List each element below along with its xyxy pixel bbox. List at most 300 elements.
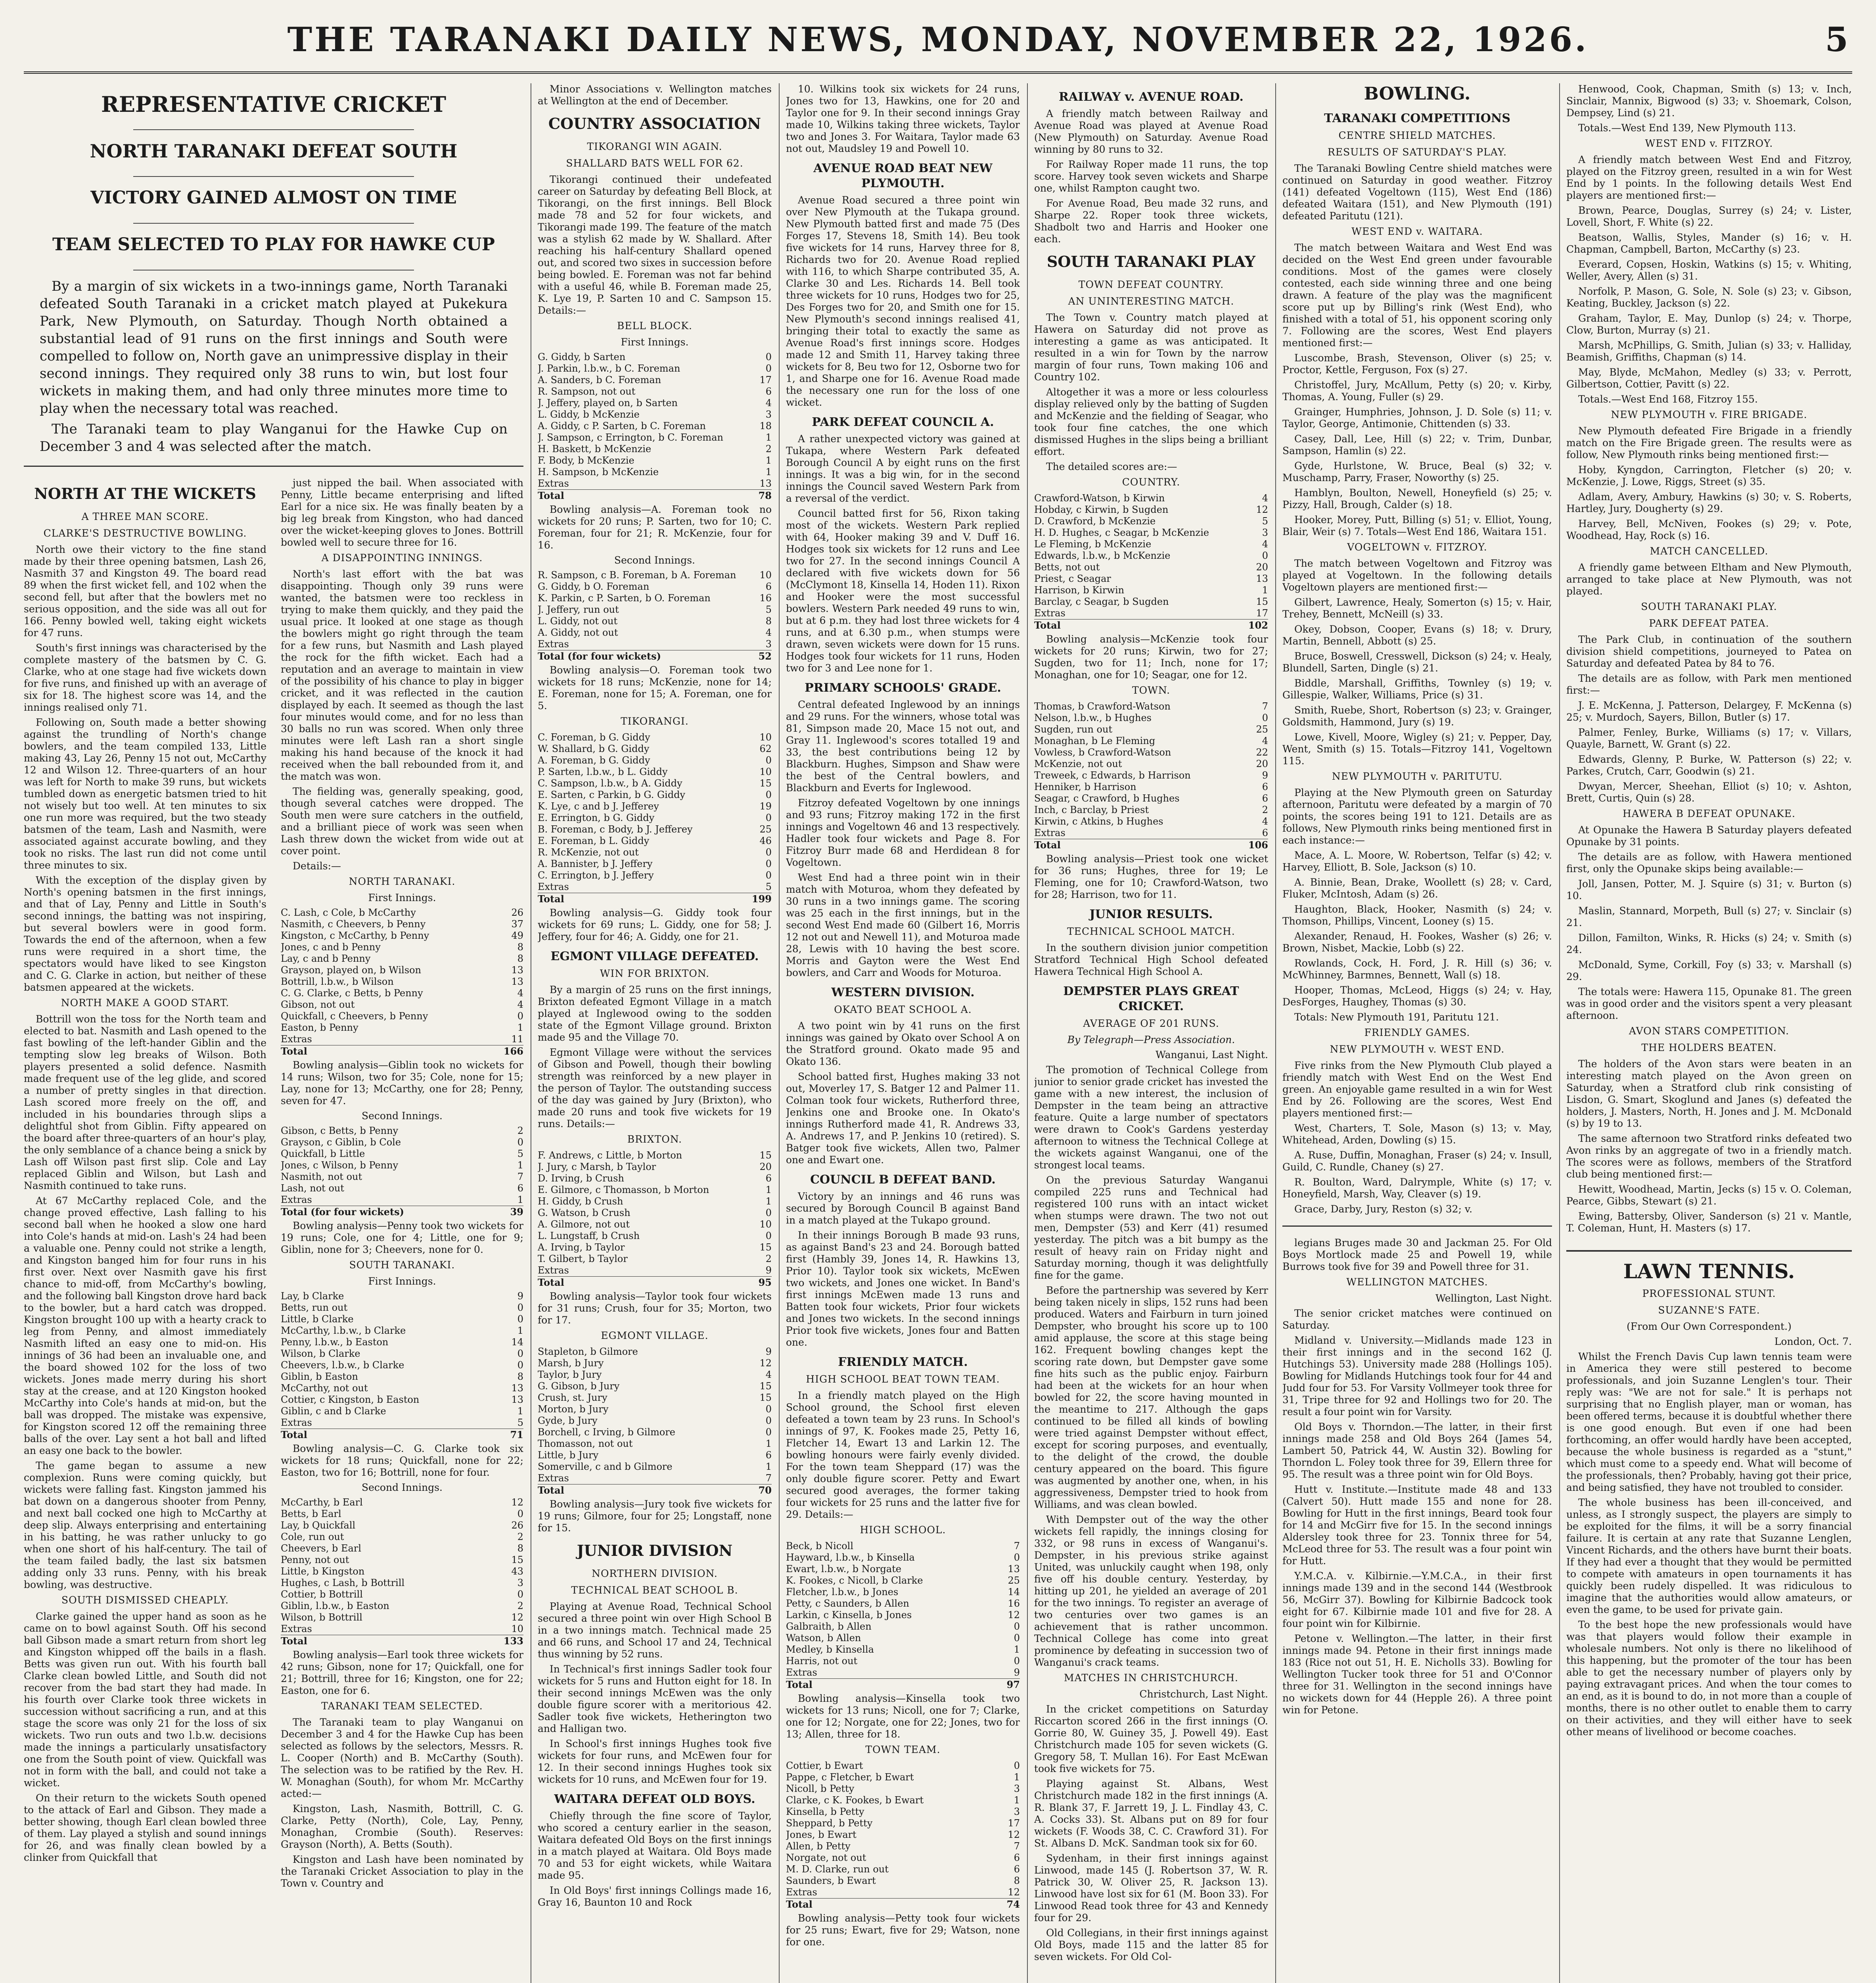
scorecard-row xyxy=(538,789,772,801)
batsman: Extras xyxy=(538,881,569,892)
lead-headline: REPRESENTATIVE CRICKET xyxy=(101,92,446,117)
batsman: E. Errington, b G. Giddy xyxy=(538,812,655,823)
paragraph: Graham, Taylor, E. May, Dunlop (s) 24; v. Thorpe, Clow, Burton, Murray (s) 21. xyxy=(1566,313,1852,336)
scorecard-row xyxy=(538,778,772,789)
batsman: Gyde, b Jury xyxy=(538,1415,598,1426)
runs: 7 xyxy=(1014,1841,1020,1852)
subheading: WEST END v. FITZROY. xyxy=(1645,138,1773,149)
scorecard-row xyxy=(281,1325,523,1337)
scorecard-row xyxy=(786,1772,1020,1783)
batsman: Vowless, b Crawford-Watson xyxy=(1034,747,1171,758)
scorecard-heading: TOWN. xyxy=(1132,685,1171,696)
batsman: Lay, b Clarke xyxy=(281,1291,344,1302)
batsman: H. Sampson, b McKenzie xyxy=(538,466,659,478)
runs: 13 xyxy=(759,478,772,489)
batsman: Borchell, c Irving, b Gilmore xyxy=(538,1427,676,1438)
paragraph: The details are as follow, with Hawera mentioned first, only the Opunake skips being available:— xyxy=(1566,851,1852,875)
masthead xyxy=(24,16,1852,74)
paragraph: Sydenham, in their first innings against Linwood, made 145 (J. Robertson 37, W. R. Patrick 30, W. Oliver 25, R. Jackson 13). Linwood have lost six for 61 (M. Boon 33). For Linwood Read took three for 43 and Kennedy four for 29. xyxy=(1034,1853,1268,1924)
batsman: Cottier, c Kingston, b Easton xyxy=(281,1394,420,1405)
paragraph: Luscombe, Brash, Stevenson, Oliver (s) 25; v. Proctor, Kettle, Ferguson, Fox (s) 27. xyxy=(1282,352,1552,376)
scorecard-row xyxy=(1034,493,1268,504)
scorecard-heading: NORTH TARANAKI. xyxy=(349,876,456,887)
runs: 5 xyxy=(765,604,772,615)
batsman: B. Foreman, c Body, b J. Jefferey xyxy=(538,824,693,835)
scorecard-row xyxy=(538,1173,772,1184)
paragraph: Haughton, Black, Hooker, Nasmith (s) 24; v. Thomson, Phillips, Vincent, Looney (s) 15. xyxy=(1282,903,1552,927)
runs: 1 xyxy=(517,1325,523,1336)
total-runs: 97 xyxy=(1006,1679,1020,1690)
scorecard-row xyxy=(281,1394,523,1406)
total-runs: 39 xyxy=(510,1206,523,1218)
runs: 8 xyxy=(517,1371,523,1382)
subheading: NORTHERN DIVISION. xyxy=(592,1568,718,1579)
scorecard xyxy=(538,732,772,905)
scorecard-row xyxy=(281,999,523,1011)
column-5 xyxy=(1034,83,1268,1983)
runs: 1 xyxy=(765,1461,772,1472)
scorecard-total xyxy=(538,489,772,501)
scorecard-total xyxy=(538,1484,772,1496)
runs: 37 xyxy=(511,919,523,930)
scorecard-row xyxy=(538,616,772,627)
runs: 15 xyxy=(1256,596,1268,607)
runs: 10 xyxy=(759,732,772,743)
paragraph: Smith, Ruebe, Short, Robertson (s) 23; v. Grainger, Goldsmith, Hammond, Jury (s) 19. xyxy=(1282,704,1552,728)
paragraph: Hooper, Thomas, McLeod, Higgs (s) 24; v. Hay, DesForges, Haughey, Thomas (s) 30. xyxy=(1282,984,1552,1008)
article-headline: RAILWAY v. AVENUE ROAD. xyxy=(1059,90,1244,104)
batsman: Hayward, l.b.w., b Kinsella xyxy=(786,1552,915,1563)
runs: 3 xyxy=(517,1577,523,1588)
batsman: Barclay, c Seagar, b Sugden xyxy=(1034,596,1169,607)
scorecard-row xyxy=(786,1644,1020,1655)
scorecard xyxy=(281,1125,523,1218)
total-runs: 133 xyxy=(503,1635,523,1647)
batsman: Nasmith, c Cheevers, b Penny xyxy=(281,919,426,930)
runs: 0 xyxy=(1014,1621,1020,1632)
subcolumn-1b xyxy=(281,477,523,1893)
batsman: C. Foreman, b G. Giddy xyxy=(538,732,650,743)
runs: 15 xyxy=(759,1381,772,1392)
scorecard-row xyxy=(281,1612,523,1623)
runs: 1 xyxy=(1014,1772,1020,1783)
runs: 46 xyxy=(759,835,772,846)
batsman: Taylor, b Jury xyxy=(538,1369,602,1380)
paragraph: North's last effort with the bat was disappointing. Though only 39 runs were wanted, the batsmen were too reckless in trying to make them quickly, and they paid the usual price. It looked at one stage as though the bowlers might go right through the team for a few runs, but Nasmith and Lash played the rock for the fifth wicket. Each had a reputation and an average to maintain in view of the possibility of his chance to play in bigger cricket, and it was reflected in the caution displayed by each. It seemed as though the last four minutes would come, and for no less than 30 balls no run was scored. When only three minutes were left Lash ran a short single making his hand because of the knock it had received when the ball rebounded from it, and the match was won. xyxy=(281,568,523,782)
scorecard-total xyxy=(1034,839,1268,851)
scorecard-row xyxy=(281,1137,523,1148)
batsman: A. Giddy, c P. Sarten, b C. Foreman xyxy=(538,420,706,432)
batsman: E. Foreman, b L. Giddy xyxy=(538,835,650,846)
article-headline: TARANAKI COMPETITIONS xyxy=(1324,111,1510,125)
batsman: Ewart, l.b.w., b Norgate xyxy=(786,1563,902,1575)
runs: 8 xyxy=(517,942,523,953)
batsman: H. Giddy, b Crush xyxy=(538,1196,623,1207)
scorecard-row xyxy=(538,593,772,604)
paragraph: Hooker, Morey, Putt, Billing (s) 51; v. Elliot, Young, Blair, Weir (s) 7. Totals—West End 186, Waitara 151. xyxy=(1282,514,1552,537)
batsman: Quickfall, c Cheevers, b Penny xyxy=(281,1011,428,1022)
batsman: Extras xyxy=(1034,608,1065,619)
subheading: THE HOLDERS BEATEN. xyxy=(1641,1042,1777,1053)
batsman: Giblin, b Easton xyxy=(281,1371,358,1382)
runs: 3 xyxy=(1014,1806,1020,1817)
divider xyxy=(133,223,414,224)
scorecard-row xyxy=(281,953,523,965)
scorecard-row xyxy=(281,930,523,942)
paragraph: With the exception of the display given by North's opening batsmen in the first innings, and that of Lay, Penny and Little in South's second innings, the batting was not inspiring, but several bowlers were in good form. Towards the end of the afternoon, when a few runs were required in a short time, the spectators would have liked to see Kingston and C. G. Clarke in action, but neither of these batsmen appeared at the wickets. xyxy=(24,875,266,993)
runs: 26 xyxy=(511,1520,523,1531)
runs: 10 xyxy=(759,766,772,777)
paragraph: Totals: New Plymouth 191, Paritutu 121. xyxy=(1294,1011,1499,1023)
batsman: Norgate, not out xyxy=(786,1852,866,1863)
scorecard-row xyxy=(786,1667,1020,1678)
paragraph: Whilst the French Davis Cup lawn tennis team were in America they were still pestered to become professionals, and join Suzanne Lenglen's tour. Their reply was: "We are not for sale." It is perhaps not surprising that no English player, man or woman, has been offered terms, because it is doubtful whether there is one good enough. But even if one had been forthcoming, an offer would hardly have been accepted, because the whole business is regarded as a "stunt," which must come to a speedy end. What will become of the professionals, then? Probably, having got their price, and being satisfied, they have not troubled to consider. xyxy=(1566,1351,1852,1493)
paragraph: Biddle, Marshall, Griffiths, Townley (s) 19; v. Gillespie, Walker, Williams, Price (s) 31. xyxy=(1282,677,1552,701)
scorecard-row xyxy=(786,1783,1020,1795)
scorecard-row xyxy=(786,1632,1020,1644)
subheading: SUZANNE'S FATE. xyxy=(1658,1304,1760,1316)
runs: 10 xyxy=(759,570,772,581)
paragraph: Beatson, Wallis, Styles, Mander (s) 16; v. H. Chapman, Campbell, Barton, McCarthy (s) 23. xyxy=(1566,232,1852,255)
paragraph: Clarke gained the upper hand as soon as he came on to bowl against South. Off his second ball Gibson made a smart return from short leg and Kingston whipped off the bails in a flash. Betts was given run out. With his fourth ball Clarke clean bowled Little, and South did not recover from the bad start they had made. In his fourth over Clarke took three wickets in succession without sacrificing a run, and at this stage the score was only 21 for the loss of six wickets. Two run outs and two l.b.w. decisions made the innings a particularly unsatisfactory one from the South point of view. Quickfall was not in form with the ball, and could not take a wicket. xyxy=(24,1611,266,1789)
paragraph: Dwyan, Mercer, Sheehan, Elliot (s) 10; v. Ashton, Brett, Curtis, Quin (s) 28. xyxy=(1566,781,1852,804)
runs: 0 xyxy=(517,1508,523,1519)
batsman: J. Jeffery, played on, b Sarten xyxy=(538,397,678,408)
batsman: T. Gilbert, b Taylor xyxy=(538,1253,628,1264)
paragraph: Christoffel, Jury, McAllum, Petty (s) 20; v. Kirby, Thomas, A. Young, Fuller (s) 29. xyxy=(1282,379,1552,403)
batsman: J. Parkin, l.b.w., b C. Foreman xyxy=(538,363,680,374)
batsman: Treweek, c Edwards, b Harrison xyxy=(1034,770,1191,781)
paragraph: Lowe, Kivell, Moore, Wigley (s) 21; v. Pepper, Day, Went, Smith (s) 15. Totals—Fitzroy 141, Vogeltown 115. xyxy=(1282,731,1552,767)
paragraph: McDonald, Syme, Corkill, Foy (s) 33; v. Marshall (s) 29. xyxy=(1566,959,1852,982)
paragraph: R. Boulton, Ward, Dalrymple, White (s) 17; v. Honeyfield, Marsh, Way, Cleaver (s) 19. xyxy=(1282,1176,1552,1200)
scorecard-row xyxy=(281,1314,523,1325)
runs: 0 xyxy=(517,1302,523,1313)
batsman: Jones, b Ewart xyxy=(786,1829,857,1840)
runs: 17 xyxy=(759,374,772,385)
subheading: TIKORANGI WIN AGAIN. xyxy=(587,141,722,152)
runs: 0 xyxy=(1014,1632,1020,1644)
batsman: A. Sanders, b C. Foreman xyxy=(538,374,661,385)
runs: 15 xyxy=(759,1392,772,1403)
runs: 19 xyxy=(759,801,772,812)
batsman: H. Baskett, b McKenzie xyxy=(538,443,652,455)
bowling-analysis: Bowling analysis—Priest took one wicket for 36 runs; Hughes, three for 19; Le Fleming, one for 10; Crawford-Watson, two for 28; Harrison, two for 11. xyxy=(1034,853,1268,900)
batsman: Lay, b Quickfall xyxy=(281,1520,356,1531)
paragraph: Bottrill won the toss for the North team and elected to bat. Nasmith and Lash opened to the fast bowling of the left-hander Giblin and the tempting slow leg breaks of Wilson. Both players presented a solid defence. Nasmith made frequent use of the leg glide, and scored a number of pretty singles in that direction. Lash scored more freely on the off, and included in his boundaries through slips a delightful shot from Giblin. Fifty appeared on the board after three-quarters of an hour's play, the only semblance of a chance being a snick by Lash off Wilson past first slip. Cole and Lay replaced Giblin and Wilson, but Lash and Nasmith continued to take runs. xyxy=(24,1013,266,1191)
paragraph: Okey, Dobson, Cooper, Evans (s) 18; v. Drury, Martin, Bennell, Abbott (s) 25. xyxy=(1282,623,1552,647)
runs: 14 xyxy=(1008,1586,1020,1598)
batsman: Kinsella, b Petty xyxy=(786,1806,864,1817)
batsman: Lay, c and b Penny xyxy=(281,953,371,964)
paragraph: legians Bruges made 30 and Jackman 25. For Old Boys Mortlock made 25 and Powell 19, while Burrows took five for 39 and Powell three for 31. xyxy=(1282,1237,1552,1272)
batsman: C. Lash, c Cole, b McCarthy xyxy=(281,907,416,918)
subheading: VOGELTOWN v. FITZROY. xyxy=(1347,541,1487,553)
scorecard xyxy=(786,1760,1020,1910)
scorecard-row xyxy=(1034,712,1268,724)
subheading: CLARKE'S DESTRUCTIVE BOWLING. xyxy=(43,527,247,539)
divider xyxy=(1282,1225,1552,1227)
scorecard-row xyxy=(281,1337,523,1348)
scorecard xyxy=(281,907,523,1057)
subheading: SHALLARD BATS WELL FOR 62. xyxy=(566,157,744,169)
total-runs: 74 xyxy=(1006,1899,1020,1910)
runs: 1 xyxy=(765,466,772,478)
scorecard-row xyxy=(1034,804,1268,816)
paragraph: North owe their victory to the fine stand made by their three opening batsmen, Lash 26, Nasmith 37 and Kingston 49. The board read 89 when the first wicket fell, and 102 when the second fell, but after that the bowlers met no serious opposition, and the side was all out for 166. Penny bowled well, taking eight wickets for 47 runs. xyxy=(24,544,266,639)
scorecard-row xyxy=(281,1371,523,1383)
runs: 7 xyxy=(765,1473,772,1484)
scorecard-row xyxy=(786,1818,1020,1829)
subheading: AN UNINTERESTING MATCH. xyxy=(1068,295,1234,307)
batsman: Watson, b Allen xyxy=(786,1632,861,1644)
scorecard-row xyxy=(538,1242,772,1253)
scorecard-row xyxy=(786,1609,1020,1621)
batsman: Extras xyxy=(538,1473,569,1484)
runs: 9 xyxy=(1262,770,1268,781)
column-6 xyxy=(1282,83,1552,1983)
dateline: Wellington, Last Night. xyxy=(1435,1293,1552,1304)
subheading: HIGH SCHOOL BEAT TOWN TEAM. xyxy=(806,1373,1000,1385)
scorecard-row xyxy=(1034,735,1268,747)
batsman: Priest, c Seagar xyxy=(1034,573,1111,584)
paragraph: A. Ruse, Duffin, Monaghan, Fraser (s) 24; v. Insull, Guild, C. Rundle, Chaney (s) 27. xyxy=(1282,1149,1552,1173)
scorecard-heading: TIKORANGI. xyxy=(621,715,689,727)
scorecard-row xyxy=(786,1598,1020,1609)
batsman: D. Crawford, b McKenzie xyxy=(1034,516,1156,527)
batsman: A. Gilmore, not out xyxy=(538,1219,630,1230)
scorecard-row xyxy=(1034,781,1268,793)
lead-paragraph: By a margin of six wickets in a two-innings game, North Taranaki defeated South Taranaki in a cricket match played at Pukekura Park, New Plymouth, on Saturday. Though North obtained a substantial lead of 91 runs on the first innings and South were compelled to follow on, North gave an unimpressive display in their second innings. They required only 38 runs to win, but lost four wickets in making them, and had only three minutes more time to play when the necessary total was reached. xyxy=(40,278,508,416)
scorecard-row xyxy=(786,1806,1020,1818)
batsman: Extras xyxy=(281,1417,312,1428)
total-label: Total xyxy=(281,1429,307,1440)
scorecard-row xyxy=(281,1171,523,1183)
runs: 0 xyxy=(1262,712,1268,723)
paragraph: The game began to assume a new complexion. Runs were coming quickly, but wickets were falling fast. Kingston jammed his bat down on a dangerous shooter from Penny, and next ball cocked one high to McCarthy at deep slip. Always enterprising and entertaining in his batting, he was rather unlucky to go when one short of his half-century. The tail of the team failed badly, the last six batsmen adding only 33 runs. Penny, with his break bowling, was destructive. xyxy=(24,1460,266,1590)
column-4 xyxy=(786,83,1020,1983)
batsman: Sheppard, b Petty xyxy=(786,1818,873,1829)
runs: 6 xyxy=(765,386,772,397)
runs: 20 xyxy=(1256,562,1268,573)
scorecard-row xyxy=(538,1346,772,1358)
lead-deck-2: TEAM SELECTED TO PLAY FOR HAWKE CUP xyxy=(52,234,495,255)
batsman: Hobday, c Kirwin, b Sugden xyxy=(1034,504,1169,515)
scorecard-row xyxy=(1034,816,1268,827)
batsman: K. Parkin, c P. Sarten, b O. Foreman xyxy=(538,593,711,604)
byline: (From Our Own Correspondent.) xyxy=(1627,1321,1792,1332)
batsman: Betts, b Earl xyxy=(281,1508,341,1519)
subheading: HAWERA B DEFEAT OPUNAKE. xyxy=(1623,808,1796,819)
scorecard-heading: BRIXTON. xyxy=(627,1133,682,1145)
runs: 2 xyxy=(1262,804,1268,815)
runs: 6 xyxy=(765,1450,772,1461)
paragraph: For Railway Roper made 11 runs, the top score. Harvey took seven wickets and Sharpe one, whilst Rampton caught two. xyxy=(1034,159,1268,194)
batsman: Morton, b Jury xyxy=(538,1404,609,1415)
runs: 12 xyxy=(511,1497,523,1508)
scorecard-total xyxy=(1034,619,1268,631)
runs: 6 xyxy=(765,581,772,592)
scorecard-total xyxy=(786,1898,1020,1910)
subheading: TARANAKI TEAM SELECTED. xyxy=(321,1700,483,1712)
scorecard-row xyxy=(1034,770,1268,781)
scorecard-row xyxy=(786,1540,1020,1552)
paragraph: School batted first, Hughes making 33 not out, Moverley 17, S. Batger 12 and Palmer 11. Colman took four wickets, Rutherford three, Jenkins one and Brooke one. In Okato's innings Rutherford made 41, R. Andrews 33, A. Andrews 17, and P. Jenkins 10 (retired). S. Batger took five wickets, Allen two, Palmer one and Ewart one. xyxy=(786,1071,1020,1166)
runs: 0 xyxy=(765,858,772,869)
subheading: NEW PLYMOUTH v. PARITUTU. xyxy=(1332,771,1503,782)
subheading: TECHNICAL BEAT SCHOOL B. xyxy=(571,1584,738,1596)
batsman: Nicoll, b Petty xyxy=(786,1783,855,1794)
scorecard-heading: EGMONT VILLAGE. xyxy=(601,1330,709,1341)
scorecard-row xyxy=(538,581,772,593)
runs: 13 xyxy=(511,976,523,987)
runs: 4 xyxy=(765,397,772,408)
scorecard-row xyxy=(538,374,772,386)
divider xyxy=(24,466,523,467)
runs: 5 xyxy=(517,1148,523,1159)
batsman: L. Lungstaff, b Crush xyxy=(538,1230,640,1241)
batsman: R. Sampson, not out xyxy=(538,386,636,397)
byline: By Telegraph—Press Association. xyxy=(1067,1034,1235,1045)
total-label: Total xyxy=(538,490,564,501)
paragraph: On the previous Saturday Wanganui compiled 225 runs and Technical had registered 100 runs with an intact wicket when stumps were drawn. The two not out men, Dempster (53) and Kerr (41) resumed yesterday. The pitch was a bit bumpy as the result of heavy rain on Friday night and Saturday morning, though it was delightfully fine for the game. xyxy=(1034,1174,1268,1281)
batsman: Harrison, b Kirwin xyxy=(1034,585,1125,596)
paragraph: Everard, Copsen, Hoskin, Watkins (s) 15; v. Whiting, Weller, Avery, Allen (s) 31. xyxy=(1566,259,1852,282)
runs: 0 xyxy=(765,870,772,881)
runs: 0 xyxy=(765,847,772,858)
scorecard-row xyxy=(281,976,523,988)
scorecard xyxy=(1034,701,1268,851)
scorecard-total xyxy=(538,893,772,905)
runs: 49 xyxy=(511,930,523,941)
runs: 10 xyxy=(511,1623,523,1634)
scorecard-row xyxy=(281,907,523,919)
innings-label: Second Innings. xyxy=(362,1110,443,1122)
paragraph: West End had a three point win in their match with Moturoa, whom they defeated by 30 runs in a two innings game. The scoring was 25 each in the first innings, but in the second West End made 60 (Gilbert 16, Morris 12 not out and Newell 11), and Moturoa made 28, Lewis with 10 having the best score. Morris and Gayton were the West End bowlers, and Carr and Woods for Moturoa. xyxy=(786,872,1020,978)
scorecard-total xyxy=(281,1206,523,1218)
paragraph: Ewing, Battersby, Oliver, Sanderson (s) 21 v. Mantle, T. Coleman, Hunt, H. Masters (s) 17. xyxy=(1566,1210,1852,1234)
runs: 1 xyxy=(765,1196,772,1207)
scorecard-row xyxy=(281,1160,523,1171)
subheading: WELLINGTON MATCHES. xyxy=(1346,1276,1488,1288)
batsman: Thomas, b Crawford-Watson xyxy=(1034,701,1171,712)
scorecard xyxy=(1034,493,1268,631)
runs: 0 xyxy=(765,1230,772,1241)
bowling-analysis: Bowling analysis—McKenzie took four wickets for 20 runs; Kirwin, two for 27; Sugden, two for 11; Inch, none for 17; Monaghan, one for 10; Seagar, one for 12. xyxy=(1034,633,1268,681)
batsman: Extras xyxy=(786,1887,817,1898)
scorecard-row xyxy=(281,1531,523,1543)
batsman: W. Shallard, b G. Giddy xyxy=(538,743,650,754)
scorecard-row xyxy=(281,1348,523,1360)
runs: 15 xyxy=(759,1242,772,1253)
runs: 8 xyxy=(517,1543,523,1554)
scorecard-total xyxy=(786,1678,1020,1690)
batsman: Extras xyxy=(538,478,569,489)
runs: 0 xyxy=(765,351,772,362)
paragraph: South's first innings was characterised by the complete mastery of the batsmen by C. G. Clarke, who at one stage had five wickets down for five runs, and finished up with an average of six for 18. The highest score was 14, and the innings realised only 71. xyxy=(24,642,266,713)
runs: 20 xyxy=(759,1161,772,1172)
scorecard-row xyxy=(1034,516,1268,527)
scorecard-row xyxy=(786,1760,1020,1772)
runs: 26 xyxy=(511,907,523,918)
runs: 16 xyxy=(1008,1598,1020,1609)
column-7 xyxy=(1566,83,1852,1983)
column-rule xyxy=(1559,83,1560,1983)
paragraph: Edwards, Glenny, P. Burke, W. Patterson (s) 22; v. Parkes, Crutch, Carr, Goodwin (s) 21. xyxy=(1566,754,1852,777)
paragraph: In School's first innings Hughes took five wickets for four runs, and McEwen four for 12. In their second innings Hughes took six wickets for 10 runs, and McEwen four for 19. xyxy=(538,1738,772,1785)
subcolumn-1a xyxy=(24,477,266,1893)
innings-label: First Innings. xyxy=(621,336,689,348)
lead-subheadline: NORTH TARANAKI DEFEAT SOUTH xyxy=(90,140,458,162)
paragraph: Casey, Dall, Lee, Hill (s) 22; v. Trim, Dunbar, Sampson, Hamlin (s) 22. xyxy=(1282,433,1552,456)
paragraph: Joll, Jansen, Potter, M. J. Squire (s) 31; v. Burton (s) 10. xyxy=(1566,878,1852,901)
batsman: C. G. Clarke, c Betts, b Penny xyxy=(281,988,423,999)
paragraph: Chiefly through the fine score of Taylor, who scored a century earlier in the season, Waitara defeated Old Boys on the first innings in a match played at Waitara. Old Boys made 70 and 53 for eight wickets, while Waitara made 95. xyxy=(538,1810,772,1881)
scorecard-row xyxy=(1034,573,1268,585)
paragraph: Playing at the New Plymouth green on Saturday afternoon, Paritutu were defeated by a margin of 70 points, the scores being 191 to 121. Details are as follows, New Plymouth rinks being mentioned first in each instance:— xyxy=(1282,787,1552,846)
paragraph: The Town v. Country match played at Hawera on Saturday did not prove as interesting a game as was anticipated. It resulted in a win for Town by the narrow margin of four runs, Town making 106 and Country 102. xyxy=(1034,312,1268,383)
bowling-analysis: Bowling analysis—O. Foreman took two wickets for 18 runs; McKenzie, none for 14; E. Foreman, none for 15; A. Foreman, one for 5. xyxy=(538,664,772,712)
scorecard-row xyxy=(538,1358,772,1369)
innings-label: Second Innings. xyxy=(362,1482,443,1493)
scorecard-row xyxy=(1034,827,1268,839)
batsman: Penny, l.b.w., b Easton xyxy=(281,1337,389,1348)
batsman: Seagar, c Crawford, b Hughes xyxy=(1034,793,1180,804)
scorecard-total xyxy=(538,650,772,662)
scorecard-row xyxy=(786,1829,1020,1841)
runs: 0 xyxy=(765,1404,772,1415)
runs: 9 xyxy=(1014,1667,1020,1678)
total-label: Total xyxy=(1034,619,1061,631)
paragraph: West, Charters, T. Sole, Mason (s) 13; v. May, Whitehead, Arden, Dowling (s) 15. xyxy=(1282,1122,1552,1146)
batsman: J. Jury, c Marsh, b Taylor xyxy=(538,1161,656,1172)
scorecard-row xyxy=(281,1011,523,1022)
batsman: Betts, run out xyxy=(281,1302,348,1313)
batsman: Cole, run out xyxy=(281,1531,344,1542)
runs: 1 xyxy=(765,1438,772,1449)
batsman: Pappe, c Fletcher, b Ewart xyxy=(786,1772,914,1783)
subheading: MATCH CANCELLED. xyxy=(1650,545,1769,557)
runs: 4 xyxy=(765,627,772,638)
article-headline: FRIENDLY MATCH. xyxy=(838,1355,968,1369)
batsman: G. Giddy, b Sarten xyxy=(538,351,626,362)
batsman: G. Watson, b Crush xyxy=(538,1207,630,1218)
paragraph: The same afternoon two Stratford rinks defeated two Avon rinks by an aggregate of two in a friendly match. The scores were as follows, members of the Stratford club being mentioned first:— xyxy=(1566,1133,1852,1180)
batsman: Extras xyxy=(786,1667,817,1678)
lead-paragraph: The Taranaki team to play Wanganui for the Hawke Cup on December 3 and 4 was selected after the match. xyxy=(40,421,508,455)
paragraph: A rather unexpected victory was gained at Tukapa, where Western Park defeated Borough Council A by eight runs on the first innings. It was a big win, for in the second innings the Council saved Western Park from a reversal of the verdict. xyxy=(786,433,1020,504)
paragraph: Dillon, Familton, Winks, R. Hicks (s) 24; v. Smith (s) 24. xyxy=(1566,932,1852,955)
batsman: P. Sarten, l.b.w., b L. Giddy xyxy=(538,766,668,777)
batsman: Kirwin, c Atkins, b Hughes xyxy=(1034,816,1163,827)
scorecard-row xyxy=(538,1415,772,1427)
batsman: Stapleton, b Gilmore xyxy=(538,1346,638,1357)
batsman: Penny, not out xyxy=(281,1554,349,1565)
scorecard-row xyxy=(538,1427,772,1438)
scorecard-row xyxy=(786,1887,1020,1898)
batsman: Little, b Jury xyxy=(538,1450,599,1461)
batsman: Bottrill, l.b.w., b Wilson xyxy=(281,976,394,987)
batsman: Fletcher, l.b.w., b Jones xyxy=(786,1586,899,1598)
scorecard-row xyxy=(538,824,772,835)
scorecard-row xyxy=(538,1461,772,1473)
subheading: PARK DEFEAT PATEA. xyxy=(1649,618,1769,629)
scorecard-row xyxy=(281,1034,523,1045)
batsman: Henniker, b Harrison xyxy=(1034,781,1136,792)
runs: 6 xyxy=(1262,781,1268,792)
paragraph: The detailed scores are:— xyxy=(1046,461,1177,472)
batsman: A. Foreman, b G. Giddy xyxy=(538,755,650,766)
